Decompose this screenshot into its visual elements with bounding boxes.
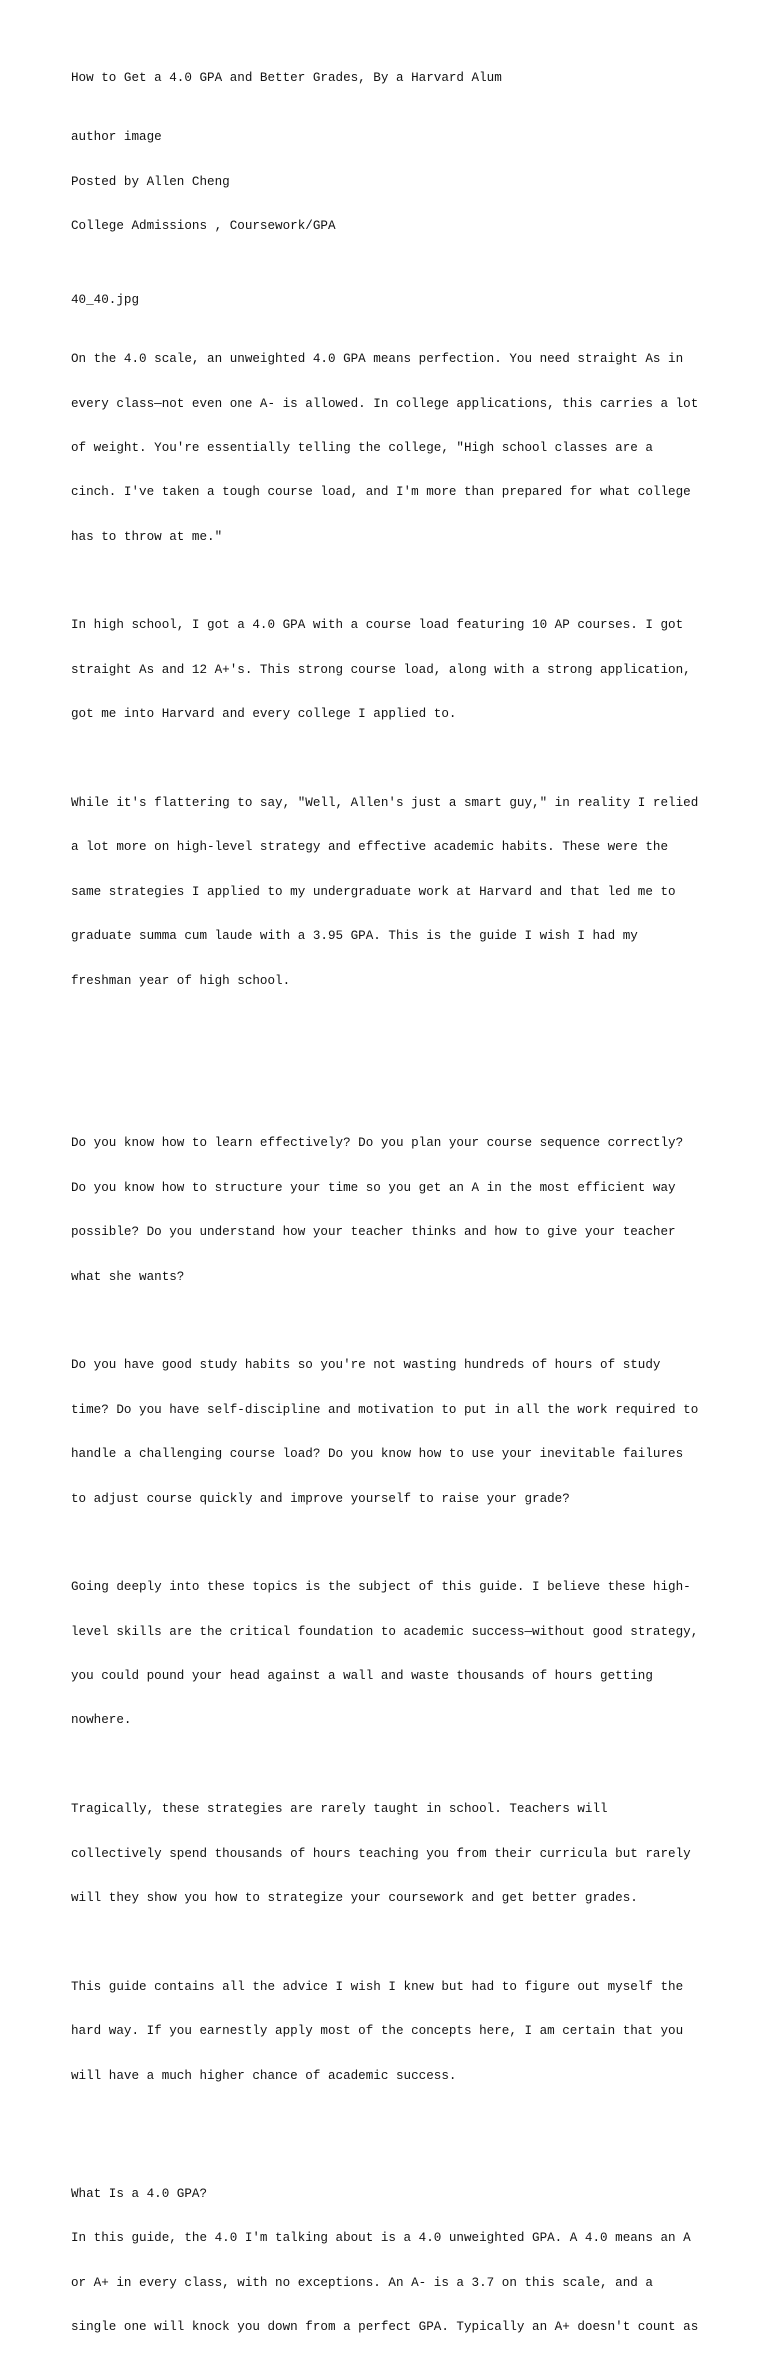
paragraph-line: you could pound your head against a wall and waste thousands of hours getting	[71, 1669, 653, 1684]
spacer	[71, 1033, 711, 1107]
paragraph-line: straight As and 12 A+'s. This strong course load, along with a strong application,	[71, 662, 691, 677]
paragraph-line: Do you know how to learn effectively? Do you plan your course sequence correctly?	[71, 1136, 684, 1151]
paragraph-line: of weight. You're essentially telling the college, "High school classes are a	[71, 440, 653, 455]
paragraph-line: what she wants?	[71, 1269, 185, 1284]
paragraph-line: cinch. I've taken a tough course load, and I'm more than prepared for what college	[71, 485, 691, 500]
paragraph-line: hard way. If you earnestly apply most of the concepts here, I am certain that you	[71, 2024, 684, 2039]
section	[71, 2157, 711, 2364]
paragraph-line: or A+ in every class, with no exceptions. An A- is a 3.7 on this scale, and a	[71, 2275, 653, 2290]
paragraph-line: a lot more on high-level strategy and effective academic habits. These were the	[71, 840, 669, 855]
paragraph	[71, 766, 711, 1018]
posted-by: Posted by Allen Cheng	[71, 174, 230, 189]
paragraph-line: every class—not even one A- is allowed. In college applications, this carries a lot	[71, 396, 699, 411]
paragraph	[71, 1329, 711, 1536]
article-meta	[71, 101, 711, 264]
paragraph-line: In this guide, the 4.0 I'm talking about is a 4.0 unweighted GPA. A 4.0 means an A	[71, 2231, 691, 2246]
paragraph-line: single one will knock you down from a perfect GPA. Typically an A+ doesn't count as	[71, 2320, 699, 2335]
paragraph-line: While it's flattering to say, "Well, Allen's just a smart guy," in reality I relied	[71, 796, 699, 811]
paragraph-line: time? Do you have self-discipline and motivation to put in all the work required to	[71, 1402, 699, 1417]
section-heading: What Is a 4.0 GPA?	[71, 2186, 208, 2201]
paragraph-line: Do you have good study habits so you're not wasting hundreds of hours of study	[71, 1358, 661, 1373]
author-image-alt: author image	[71, 130, 162, 145]
paragraph-line: will have a much higher chance of academic success.	[71, 2068, 457, 2083]
paragraph-line: In high school, I got a 4.0 GPA with a course load featuring 10 AP courses. I got	[71, 618, 684, 633]
paragraph-line: Do you know how to structure your time so you get an A in the most efficient way	[71, 1180, 676, 1195]
paragraph-line: possible? Do you understand how your teacher thinks and how to give your teacher	[71, 1225, 676, 1240]
paragraph	[71, 1107, 711, 1314]
paragraph	[71, 589, 711, 752]
paragraph-line: same strategies I applied to my undergraduate work at Harvard and that led me to	[71, 884, 676, 899]
paragraph	[71, 1950, 711, 2113]
paragraph-line: freshman year of high school.	[71, 973, 291, 988]
paragraph	[71, 1551, 711, 1758]
paragraph-line: Tragically, these strategies are rarely taught in school. Teachers will	[71, 1802, 608, 1817]
categories: College Admissions , Coursework/GPA	[71, 218, 336, 233]
paragraph-line: collectively spend thousands of hours teaching you from their curricula but rarely	[71, 1846, 691, 1861]
paragraph-line: nowhere.	[71, 1713, 132, 1728]
article-title: How to Get a 4.0 GPA and Better Grades, By a Harvard Alum	[71, 71, 502, 85]
paragraph-line: This guide contains all the advice I wish I knew but had to figure out myself the	[71, 1979, 684, 1994]
paragraph-line: handle a challenging course load? Do you know how to use your inevitable failures	[71, 1447, 684, 1462]
paragraph-line: to adjust course quickly and improve yourself to raise your grade?	[71, 1491, 570, 1506]
paragraph-line: graduate summa cum laude with a 3.95 GPA. This is the guide I wish I had my	[71, 929, 638, 944]
paragraph	[71, 323, 711, 575]
paragraph-line: got me into Harvard and every college I applied to.	[71, 707, 457, 722]
spacer	[71, 2128, 711, 2158]
paragraph-line: On the 4.0 scale, an unweighted 4.0 GPA means perfection. You need straight As in	[71, 352, 684, 367]
paragraph-line: has to throw at me."	[71, 529, 223, 544]
document-page	[71, 71, 711, 2379]
paragraph-line: will they show you how to strategize your coursework and get better grades.	[71, 1891, 638, 1906]
paragraph	[71, 1773, 711, 1936]
paragraph-line: level skills are the critical foundation to academic success—without good strategy,	[71, 1624, 699, 1639]
image-caption: 40_40.jpg	[71, 292, 140, 307]
paragraph-line: Going deeply into these topics is the subject of this guide. I believe these high-	[71, 1580, 691, 1595]
spacer	[71, 278, 711, 293]
